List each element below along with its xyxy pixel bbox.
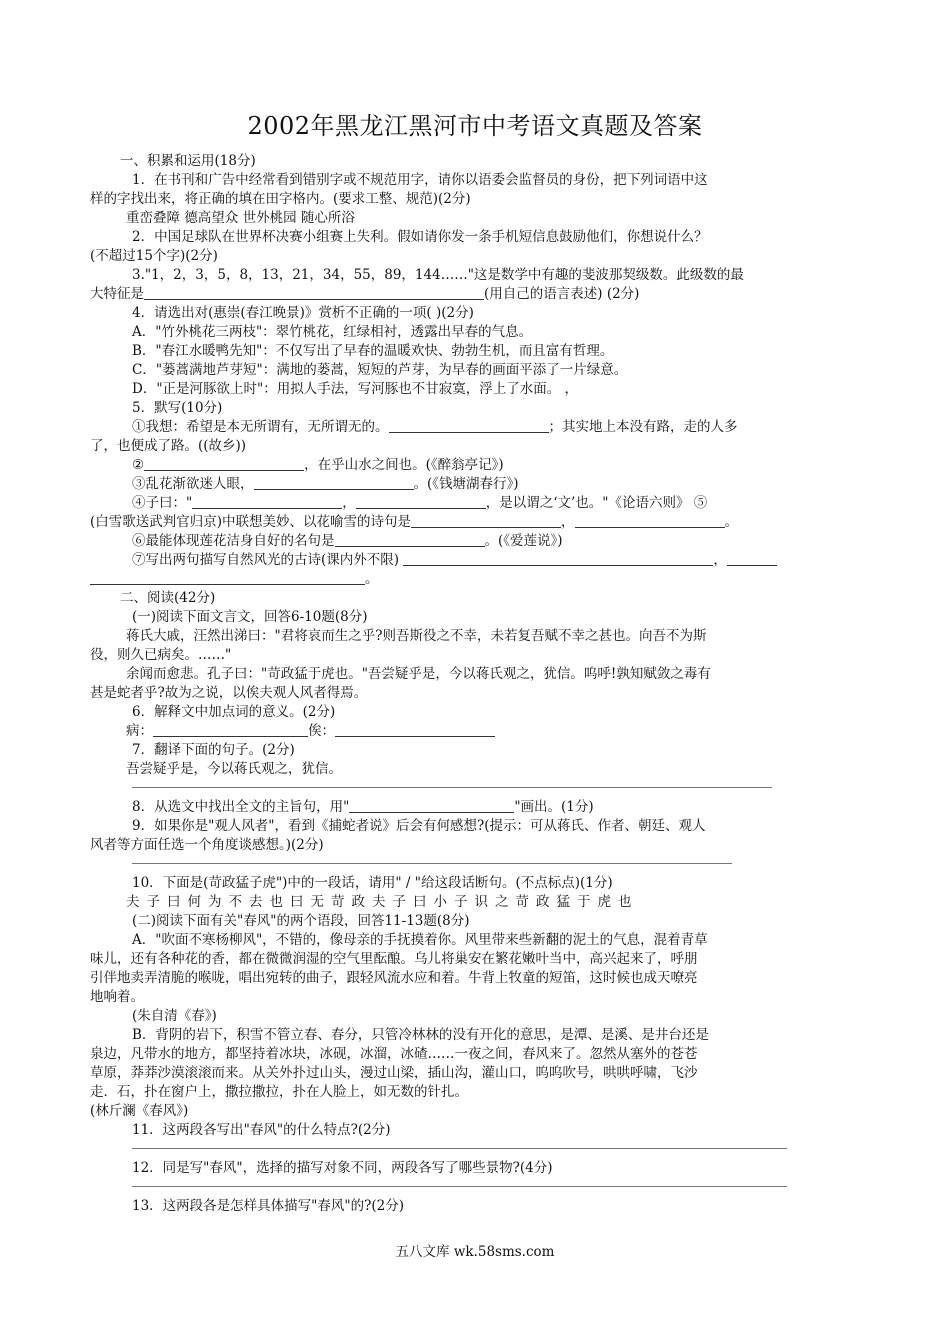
- dictation-5: (白雪歌送武判官归京)中联想美妙、以花喻雪的诗句是 ， 。: [90, 514, 739, 530]
- answer-line[interactable]: [132, 1148, 787, 1149]
- answer-blank[interactable]: [153, 722, 308, 737]
- passage-text: 余闻而愈悲。孔子曰："苛政猛于虎也。"吾尝疑乎是，今以蒋氏观之，犹信。呜呼!孰知赋敛之毒有: [126, 666, 711, 682]
- dictation-6: ⑥最能体现莲花洁身自好的名句是 。(《爱莲说》): [132, 533, 563, 549]
- answer-blank[interactable]: [389, 418, 549, 433]
- question-text: 12．同是写"春风"，选择的描写对象不同，两段各写了哪些景物?(4分): [132, 1160, 553, 1176]
- question-text: 11．这两段各写出"春风"的什么特点?(2分): [132, 1122, 391, 1138]
- passage-text: 引伴地卖弄清脆的喉咙，唱出宛转的曲子，跟轻风流水应和着。牛背上牧童的短笛，这时候也成天嘹亮: [90, 970, 698, 986]
- answer-blank[interactable]: [411, 513, 561, 528]
- question-text: (不超过15个字)(2分): [90, 248, 218, 264]
- question-text: 10．下面是(苛政猛子虎")中的一段话，请用" / "给这段话断句。(不点标点)(1分): [132, 875, 613, 891]
- passage-text: 役，则久已病矣。……": [90, 647, 232, 663]
- passage-text: 草原，莽莽沙漠滚滚而来。从关外扑过山头，漫过山梁，插山沟，灌山口，呜呜吹号，哄哄呼啸，飞沙: [90, 1065, 698, 1081]
- dictation-1-cont: 了，也便成了路。((故乡)): [90, 438, 247, 454]
- answer-blank[interactable]: [727, 551, 777, 566]
- question-text: 2．中国足球队在世界杯决赛小组赛上失利。假如请你发一条手机短信息鼓励他们，你想说什么？: [132, 229, 708, 245]
- answer-blank[interactable]: [144, 456, 304, 471]
- question-text: 6．解释文中加点词的意义。(2分): [132, 704, 336, 720]
- question-text: 4．请选出对(惠崇(春江晚景)》赏析不正确的一项( )(2分): [132, 305, 474, 321]
- option-c: C．"蒌蒿满地芦芽短"：满地的蒌蒿，短短的芦芽，为早春的画面平添了一片绿意。: [132, 362, 628, 378]
- reading-heading: (一)阅读下面文言文，回答6-10题(8分): [132, 609, 368, 625]
- option-b: B．"春江水暖鸭先知"：不仅写出了早春的温暖欢快、勃勃生机，而且富有哲理。: [132, 343, 614, 359]
- question-text: 7．翻译下面的句子。(2分): [132, 742, 295, 758]
- question-text: 吾尝疑乎是，今以蒋氏观之，犹信。: [126, 761, 342, 777]
- question-text: 13．这两段各是怎样具体描写"春风"的?(2分): [132, 1198, 404, 1214]
- answer-blank[interactable]: [254, 475, 414, 490]
- passage-source: (朱自清《春》): [132, 1008, 217, 1024]
- passage-text: A．"吹面不寒杨柳风"，不错的，像母亲的手抚摸着你。风里带来些新翻的泥土的气息，混着青草: [132, 932, 708, 948]
- question-text: 风者等方面任选一个角度谈感想。)(2分): [90, 837, 324, 853]
- answer-blank[interactable]: [575, 513, 725, 528]
- reading-heading: (二)阅读下面有关"春风"的两个语段，回答11-13题(8分): [132, 913, 470, 929]
- passage-text: B．背阴的岩下，积雪不管立春、春分，只管冷林林的没有开化的意思，是潭、是溪、是井台还是: [132, 1027, 709, 1043]
- section-heading: 二、阅读(42分): [120, 590, 216, 606]
- passage-source: (林斤澜《春风》): [90, 1103, 189, 1119]
- question-text: 病： 俟：: [90, 722, 865, 741]
- answer-line[interactable]: [132, 863, 732, 864]
- question-text: 重峦叠障 德高望众 世外桃园 随心所浴: [126, 210, 355, 226]
- passage-text: 泉边，凡带水的地方，都坚持着冰块，冰砚，冰溜，冰碴……一夜之间，春风来了。忽然从塞外的苍苍: [90, 1046, 698, 1062]
- passage-text: 走．石，扑在窗户上，撒拉撒拉，扑在人脸上，如无数的针扎。: [90, 1084, 468, 1100]
- answer-line[interactable]: [132, 1186, 787, 1187]
- question-text: 8．从选文中找出全文的主旨句，用" "画出。(1分): [132, 799, 594, 815]
- page-title: 2002年黑龙江黑河市中考语文真题及答案: [247, 112, 703, 140]
- answer-blank[interactable]: [192, 494, 342, 509]
- answer-blank[interactable]: [90, 570, 365, 585]
- dictation-2: ② ，在乎山水之间也。(《醉翁亭记》): [132, 457, 504, 473]
- answer-blank[interactable]: [335, 722, 495, 737]
- option-a: A．"竹外桃花三两枝"：翠竹桃花，红绿相衬，透露出早春的气息。: [132, 324, 533, 340]
- dictation-7-cont: 。: [90, 570, 865, 589]
- answer-blank[interactable]: [335, 532, 485, 547]
- answer-blank[interactable]: [403, 551, 713, 566]
- passage-text: 蒋氏大戚，汪然出涕曰："君将哀而生之乎?则吾斯役之不幸，未若复吾赋不幸之甚也。向吾不为斯: [126, 628, 707, 644]
- question-text: 3."1，2，3，5，8，13，21，34，55，89，144……"这是数学中有趣的斐波那契级数。此级数的最: [132, 267, 744, 283]
- question-text: 1．在书刊和广告中经常看到错别字或不规范用字，请你以语委会监督员的身份，把下列词语中这: [132, 172, 708, 188]
- answer-line[interactable]: [132, 787, 772, 788]
- question-text: 9．如果你是"观人风者"，看到《捕蛇者说》后会有何感想?(提示：可从蒋氏、作者、朝廷、观人: [132, 818, 706, 834]
- exam-content: [90, 152, 865, 1216]
- passage-text: 甚是蛇者乎?故为之说，以俟夫观人风者得焉。: [90, 685, 368, 701]
- question-text: 5．默写(10分): [132, 400, 223, 416]
- answer-blank[interactable]: [356, 494, 486, 509]
- question-text: 样的字找出来，将正确的填在田字格内。(要求工整、规范)(2分): [90, 191, 471, 207]
- answer-blank[interactable]: [144, 285, 484, 300]
- punctuation-sentence: 夫子曰何为不去也曰无苛政夫子曰小子识之苛政猛于虎也: [126, 894, 639, 910]
- answer-blank[interactable]: [349, 798, 514, 813]
- dictation-1: ①我想：希望是本无所谓有，无所谓无的。 ；其实地上本没有路，走的人多: [132, 419, 738, 435]
- question-text: 大特征是 (用自己的语言表述) (2分): [90, 286, 640, 302]
- footer-watermark: 五八文库 wk.58sms.com: [395, 1244, 555, 1260]
- section-heading: 一、积累和运用(18分): [120, 153, 256, 169]
- passage-text: 味儿，还有各种花的香，都在微微润湿的空气里酝酿。乌儿将巢安在繁花嫩叶当中，高兴起来了，呼朋: [90, 951, 698, 967]
- passage-text: 地响着。: [90, 989, 144, 1005]
- dictation-4: ④子曰：" ， ，是以谓之‘文’也。"《论语六则》 ⑤: [132, 495, 708, 511]
- option-d: D．"正是河豚欲上时"：用拟人手法，写河豚也不甘寂寞，浮上了水面。 ，: [132, 381, 579, 397]
- dictation-7: ⑦写出两句描写自然风光的古诗(课内外不限) ，: [90, 551, 865, 570]
- dictation-3: ③乱花渐欲迷人眼， 。(《钱塘湖春行》): [132, 476, 519, 492]
